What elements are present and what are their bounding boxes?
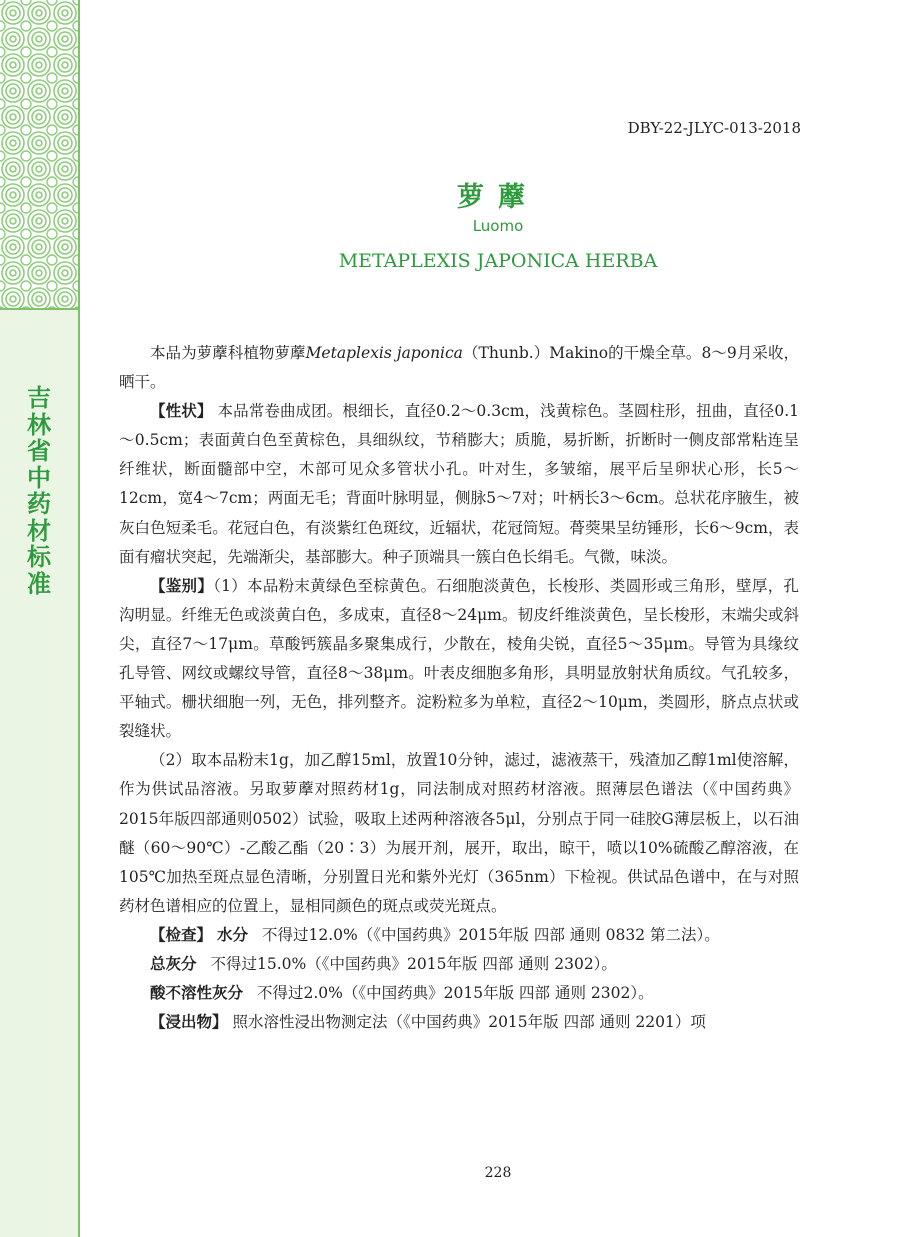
inspection-total-ash: [119, 950, 799, 979]
acid-ash-label: 酸不溶性灰分: [150, 984, 244, 1003]
sidebar-title: [0, 385, 78, 597]
characteristics-text: 本品常卷曲成团。根细长，直径0.2～0.3cm，浅黄棕色。茎圆柱形，扭曲，直径0.1～0.5cm；表面黄白色至黄棕色，具细纵纹，节稍膨大；质脆，易折断，折断时一侧皮部常粘连呈纤维状，断面髓部中空，木部可见众多管状小孔。叶对生，多皱缩，展平后呈卵状心形，长5～12cm，宽4～7cm；两面无毛；背面叶脉明显，侧脉5～7对；叶柄长3～6cm。总状花序腋生，被灰白色短柔毛。花冠白色，有淡紫红色斑纹，近辐状，花冠筒短。蓇葖果呈纺锤形，长6～9cm，表面有瘤状突起，先端渐尖，基部膨大。种子顶端具一簇白色长绢毛。气微，味淡。: [119, 402, 799, 566]
monograph-body: [119, 339, 799, 1037]
sidebar-title-char: 省: [27, 437, 51, 465]
identification-paragraph-2: [119, 746, 799, 921]
latin-species-name: Metaplexis japonica: [305, 344, 463, 362]
sidebar-title-char: 吉: [27, 384, 51, 412]
extract-text: 照水溶性浸出物测定法（《中国药典》2015年版 四部 通则 2201）项: [232, 1013, 706, 1032]
sidebar-title-char: 林: [27, 410, 51, 439]
intro-text-b: （Thunb.）Makino的干燥全草。8～9月采收，晒干。: [119, 344, 800, 392]
sidebar-title-char: 药: [27, 490, 51, 518]
total-ash-label: 总灰分: [150, 954, 197, 973]
total-ash-text: 不得过15.0%（《中国药典》2015年版 四部 通则 2302）。: [210, 954, 617, 973]
identification-text-2: （2）取本品粉末1g，加乙醇15ml，放置10分钟，滤过，滤液蒸干，残渣加乙醇1ml使溶解，作为供试品溶液。另取萝藦对照药材1g，同法制成对照药材溶液。照薄层色谱法（《中国药典》2015年版四部通则0502）试验，吸取上述两种溶液各5μl，分别点于同一硅胶G薄层板上，以石油醚（60～90℃）-乙酸乙酯（20∶3）为展开剂，展开，取出，晾干，喷以10%硫酸乙醇溶液，在105℃加热至斑点显色清晰，分别置日光和紫外光灯（365nm）下检视。供试品色谱中，在与对照药材色谱相应的位置上，显相同颜色的斑点或荧光斑点。: [119, 751, 799, 915]
identification-heading: 【鉴别】: [150, 576, 214, 595]
sidebar-title-char: 材: [27, 516, 51, 545]
water-text: 不得过12.0%（《中国药典》2015年版 四部 通则 0832 第二法）。: [261, 925, 720, 944]
inspection-water: [119, 921, 799, 950]
sidebar-title-char: 准: [27, 569, 51, 598]
title-chinese: 萝藦: [457, 182, 539, 213]
inspection-heading: 【检查】: [150, 925, 213, 944]
cloud-pattern-decoration: [0, 0, 78, 310]
characteristics-paragraph: [119, 397, 799, 572]
page-number: 228: [484, 1165, 512, 1181]
sidebar-title-char: 标: [27, 543, 51, 571]
sidebar-title-char: 中: [27, 463, 51, 492]
extract-heading: 【浸出物】: [150, 1013, 228, 1032]
intro-text-a: 本品为萝藦科植物萝藦: [150, 344, 306, 362]
title-latin: METAPLEXIS JAPONICA HERBA: [338, 250, 658, 272]
acid-ash-text: 不得过2.0%（《中国药典》2015年版 四部 通则 2302）。: [257, 984, 654, 1003]
identification-text-1: （1）本品粉末黄绿色至棕黄色。石细胞淡黄色，长梭形、类圆形或三角形，壁厚，孔沟明显。纤维无色或淡黄白色，多成束，直径8～24μm。韧皮纤维淡黄色，呈长梭形，末端尖或斜尖，直径7～17μm。草酸钙簇晶多聚集成行，少散在，棱角尖锐，直径5～35μm。导管为具缘纹孔导管、网纹或螺纹导管，直径8～38μm。叶表皮细胞多角形，具明显放射状角质纹。气孔较多，平轴式。栅状细胞一列，无色，排列整齐。淀粉粒多为单粒，直径2～10μm，类圆形，脐点点状或裂缝状。: [119, 576, 799, 741]
document-code: DBY-22-JLYC-013-2018: [627, 119, 801, 137]
inspection-acid-ash: [119, 979, 799, 1008]
characteristics-heading: 【性状】: [150, 402, 213, 421]
identification-paragraph-1: [119, 572, 799, 747]
title-pinyin: Luomo: [472, 217, 524, 235]
water-label: 水分: [216, 925, 248, 944]
intro-paragraph: [119, 339, 799, 397]
extract-paragraph: [119, 1008, 799, 1037]
